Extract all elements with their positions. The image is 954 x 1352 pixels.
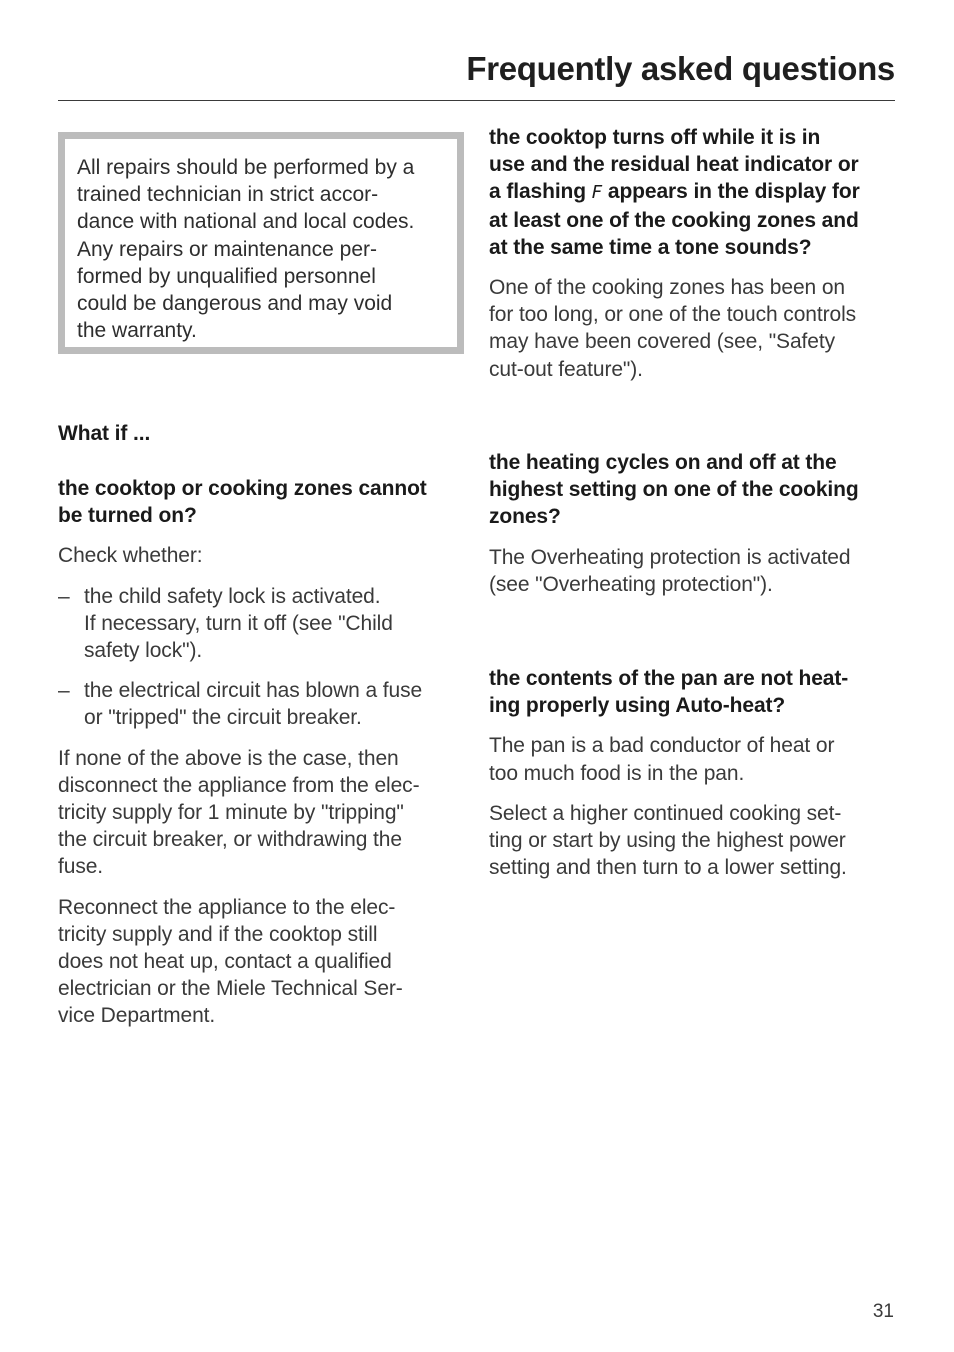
left-column (58, 420, 468, 447)
question-heading: the contents of the pan are not heat- ing properly using Auto-heat? (489, 667, 849, 718)
title-divider (58, 100, 895, 101)
answer-paragraph: Select a higher continued cooking set- ting or start by using the highest power setting and then turn to a lower setting. (489, 801, 847, 880)
dash-bullet: – (58, 679, 70, 703)
warning-box (58, 132, 464, 354)
question-auto-heat (489, 665, 904, 881)
question-heading: the heating cycles on and off at the highest setting on one of the cooking zones? (489, 451, 859, 529)
check-label: Check whether: (58, 544, 203, 568)
page-title: Frequently asked questions (466, 50, 895, 87)
question-cannot-turn-on (58, 475, 468, 1030)
list-item: – the electrical circuit has blown a fuse or "tripped" the circuit breaker. (58, 679, 423, 730)
question-heating-cycles (489, 449, 904, 598)
warning-text: All repairs should be performed by a trained technician in strict accor- dance with national and local codes. Any repairs or maintenance per- formed by unqualified personnel could be dangerous and may void the warranty. (77, 156, 415, 343)
list-item: – the child safety lock is activated. If necessary, turn it off (see "Child safety lock"). (58, 584, 393, 663)
question-turns-off (489, 124, 904, 383)
question-heading: the cooktop or cooking zones cannot be turned on? (58, 477, 427, 528)
answer-paragraph: The pan is a bad conductor of heat or too much food is in the pan. (489, 734, 835, 785)
paragraph-reconnect: Reconnect the appliance to the elec- tricity supply and if the cooktop still does not heat up, contact a qualified electrician or the Miele Technical Ser- vice Department. (58, 895, 403, 1028)
answer-paragraph: The Overheating protection is activated (see "Overheating protection"). (489, 545, 851, 596)
answer-paragraph: One of the cooking zones has been on for too long, or one of the touch controls may have been covered (see, "Safety cut-out feature"). (489, 276, 857, 381)
dash-bullet: – (58, 584, 70, 608)
question-heading: the cooktop turns off while it is in use and the residual heat indicator or a flashing F appears in the display for at least one of the cooking zones and at the same time a tone sounds? (489, 126, 860, 259)
page-number: 31 (872, 1301, 894, 1322)
display-f-symbol: F (591, 182, 603, 204)
section-intro: What if ... (58, 422, 151, 445)
paragraph-disconnect: If none of the above is the case, then disconnect the appliance from the elec- tricity supply for 1 minute by "tripping" the circuit breaker, or withdrawing the fuse. (58, 746, 420, 879)
